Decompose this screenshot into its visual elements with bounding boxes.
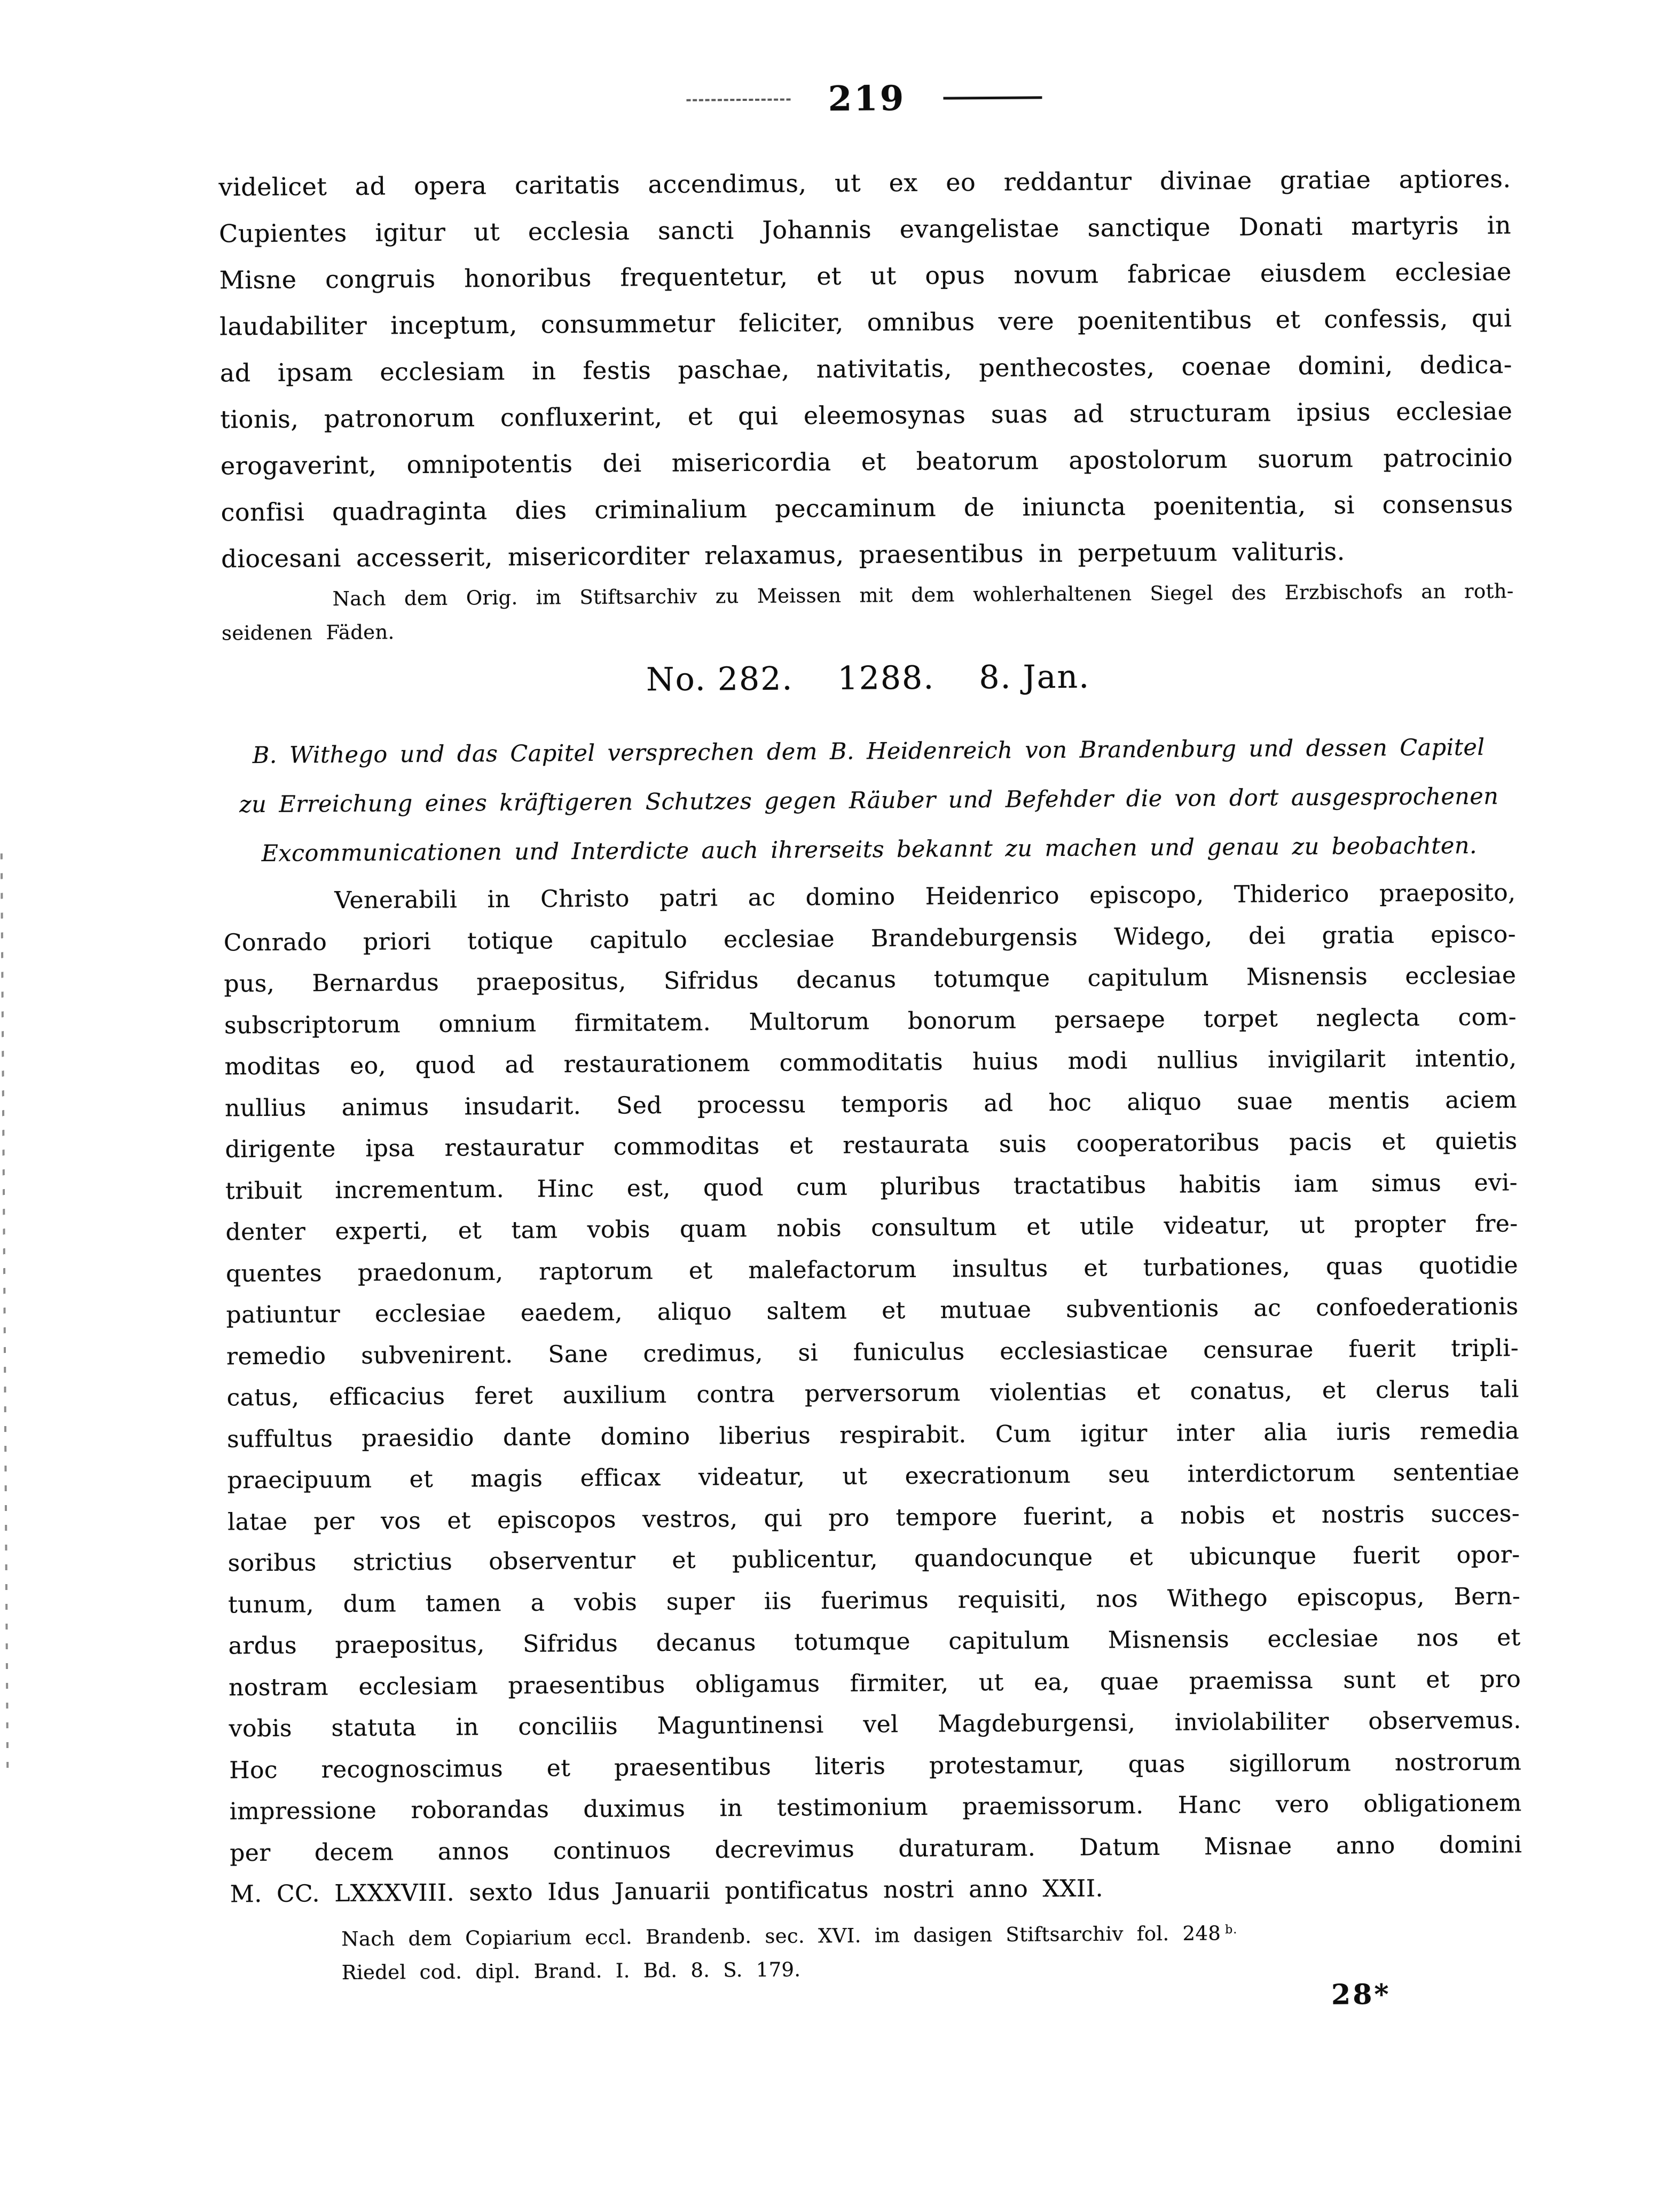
text-line: erogaverint, omnipotentis dei misericordia et beatorum apostolorum suorum patrocinio (220, 443, 1513, 481)
body-line: praecipuum et magis efficax videatur, ut execrationum seu interdictorum sententiae (227, 1458, 1520, 1494)
superscript-folio: b. (1224, 1922, 1238, 1937)
note-text: Nach dem Copiarium eccl. Brandenb. sec. XVI. im dasigen Stiftsarchiv fol. 248 (341, 1922, 1221, 1951)
charter-body (223, 872, 1522, 1915)
text-line: Cupientes igitur ut ecclesia sancti Johannis evangelistae sanctique Donati martyris in (218, 210, 1512, 248)
note-line: Riedel cod. dipl. Brand. I. Bd. 8. S. 179. (341, 1958, 801, 1985)
page-number: 219 (828, 78, 906, 119)
text-line: diocesani accesserit, misericorditer relaxamus, praesentibus in perpetuum valituris. (221, 537, 1345, 573)
body-line: patiuntur ecclesiae eaedem, aliquo saltem et mutuae subventionis ac confoederationis (226, 1293, 1519, 1329)
scan-artifact (1, 853, 9, 1777)
body-line: nullius animus insudarit. Sed processu temporis ad hoc aliquo suae mentis aciem (224, 1085, 1518, 1122)
body-line: remedio subvenirent. Sane credimus, si funiculus ecclesiasticae censurae fuerit tripli- (226, 1334, 1519, 1370)
body-line: Hoc recognoscimus et praesentibus literis protestamur, quas sigillorum nostrorum (229, 1747, 1522, 1784)
body-line: tunum, dum tamen a vobis super iis fuerimus requisiti, nos Withego episcopus, Bern- (228, 1582, 1521, 1618)
summary-line: Excommunicationen und Interdicte auch ihrerseits bekannt zu machen und genau zu beobachten. (261, 832, 1478, 868)
body-line: nostram ecclesiam praesentibus obligamus firmiter, ut ea, quae praemissa sunt et pro (229, 1665, 1521, 1701)
body-line: latae per vos et episcopos vestros, qui pro tempore fuerint, a nobis et nostris succes- (227, 1499, 1520, 1536)
body-line: subscriptorum omnium firmitatem. Multorum bonorum persaepe torpet neglecta com- (224, 1003, 1517, 1040)
body-line: Venerabili in Christo patri ac domino Heidenrico episcopo, Thiderico praeposito, (334, 879, 1516, 915)
text-line: videlicet ad opera caritatis accendimus, ut ex eo reddantur divinae gratiae aptiores. (218, 164, 1511, 202)
body-line: impressione roborandas duximus in testimonium praemissorum. Hanc vero obligationem (229, 1789, 1522, 1825)
text-line: laudabiliter inceptum, consummetur feliciter, omnibus vere poenitentibus et confessis, qui (219, 303, 1512, 341)
body-line: moditas eo, quod ad restaurationem commoditatis huius modi nullius invigilarit intentio, (224, 1044, 1517, 1081)
page-header (218, 74, 1510, 123)
body-line: catus, efficacius feret auxilium contra perversorum violentias et conatus, et clerus tali (226, 1375, 1519, 1412)
body-line: per decem annos continuos decrevimus duraturam. Datum Misnae anno domini (230, 1830, 1522, 1867)
summary-line: zu Erreichung eines kräftigeren Schutzes gegen Räuber und Befehder die von dort ausgesprochenen (239, 783, 1499, 818)
text-line: tionis, patronorum confluxerint, et qui eleemosynas suas ad structuram ipsius ecclesiae (220, 396, 1513, 434)
summary-line: B. Withego und das Capitel versprechen dem B. Heidenreich von Brandenburg und dessen Capitel (252, 734, 1485, 769)
body-line: vobis statuta in conciliis Maguntinensi vel Magdeburgensi, inviolabiliter observemus. (229, 1706, 1521, 1743)
body-line: suffultus praesidio dante domino liberius respirabit. Cum igitur inter alia iuris remedia (226, 1416, 1520, 1453)
body-line: M. CC. LXXXVIII. sexto Idus Januarii pontificatus nostri anno XXII. (230, 1875, 1104, 1908)
body-line: dirigente ipsa restauratur commoditas et restaurata suis cooperatoribus pacis et quietis (225, 1127, 1518, 1163)
text-line: confisi quadraginta dies criminalium peccaminum de iniuncta poenitentia, si consensus (221, 489, 1513, 527)
note-line: seidenen Fäden. (221, 620, 395, 645)
body-line: Conrado priori totique capitulo ecclesiae Brandeburgensis Widego, dei gratia episco- (223, 920, 1517, 957)
body-line: soribus strictius observentur et publicentur, quandocunque et ubicunque fuerit opor- (227, 1541, 1520, 1577)
header-rule-right (943, 96, 1042, 99)
source-note-top (221, 574, 1514, 650)
text-line: Misne congruis honoribus frequentetur, et ut opus novum fabricae eiusdem ecclesiae (219, 257, 1512, 295)
continuation-paragraph (218, 155, 1513, 582)
source-note-bottom (230, 1911, 1523, 1990)
charter-heading: No. 282. 1288. 8. Jan. (646, 658, 1090, 699)
body-line: denter experti, et tam vobis quam nobis consultum et utile videatur, ut propter fre- (225, 1210, 1518, 1246)
body-line: quentes praedonum, raptorum et malefactorum insultus et turbationes, quas quotidie (225, 1251, 1519, 1287)
charter-summary (222, 722, 1515, 878)
signature-mark: 28* (1331, 1978, 1391, 2011)
body-line: pus, Bernardus praepositus, Sifridus decanus totumque capitulum Misnensis ecclesiae (224, 962, 1517, 998)
text-line: ad ipsam ecclesiam in festis paschae, nativitatis, penthecostes, coenae domini, dedica- (219, 350, 1512, 388)
header-rule-left (687, 98, 791, 101)
body-line: tribuit incrementum. Hinc est, quod cum pluribus tractatibus habitis iam simus evi- (225, 1168, 1518, 1205)
note-line: Nach dem Orig. im Stiftsarchiv zu Meissen mit dem wohlerhaltenen Siegel des Erzbischofs an roth- (332, 579, 1514, 611)
body-line: ardus praepositus, Sifridus decanus totumque capitulum Misnensis ecclesiae nos et (228, 1624, 1521, 1660)
